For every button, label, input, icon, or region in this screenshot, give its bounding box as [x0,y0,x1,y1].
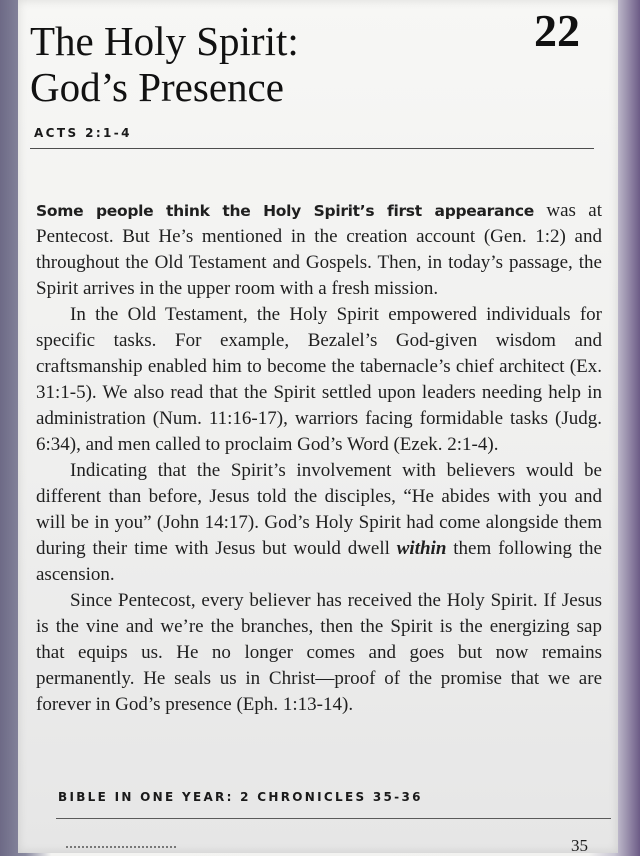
scripture-reference: ACTS 2:1-4 [34,126,132,140]
cropped-footer-mark [66,846,176,853]
devotional-page [18,0,618,853]
paragraph-1-lead: Some people think the Holy Spirit’s first appearance [36,202,535,220]
paragraph-3-emphasis: within [396,538,447,559]
page-title [30,18,500,110]
paragraph-4: Since Pentecost, every believer has received the Holy Spirit. If Jesus is the vine and we’re the branches, then the Spirit is the energizing sap that equips us. He no longer comes and goes but now remains permanently. He seals us in Christ—proof of the promise that we are forever in God’s presence (Eph. 1:13-14). [36,590,602,715]
title-line-1: The Holy Spirit: [30,18,299,64]
reading-plan: BIBLE IN ONE YEAR: 2 CHRONICLES 35-36 [58,790,423,804]
paragraph-3-text-start: Indicating that the Spirit’s involvement with believers would be different than before, Jesus told the disciples, “He abides with you and will be in you” (John 14:17). God’s Holy Spirit had come alongside them during their time with Jesus but would dwell [36,460,602,559]
day-number: 22 [534,5,580,56]
paragraph-2: In the Old Testament, the Holy Spirit empowered individuals for specific tasks. For example, Bezalel’s God-given wisdom and craftsmanship enabled him to become the tabernacle’s chief architect (Ex. 31:1-5). We also read that the Spirit settled upon leaders needing help in administration (Num. 11:16-17), warriors facing formidable tasks (Judg. 6:34), and men called to proclaim God’s Word (Ezek. 2:1-4). [36,304,602,455]
footer-divider [56,818,611,819]
header-divider [30,148,594,149]
paragraph-1-text: was at Pentecost. But He’s mentioned in the creation account (Gen. 1:2) and throughout the Old Testament and Gospels. Then, in today’s passage, the Spirit arrives in the upper room with a fresh mission. [36,200,602,299]
title-line-2: God’s Presence [30,64,284,110]
paragraph-3-text-end: them following the ascension. [36,538,602,585]
page-number: 35 [571,836,588,855]
paragraph-1 [36,198,602,302]
paragraph-3 [36,458,602,588]
devotional-body [36,198,602,718]
